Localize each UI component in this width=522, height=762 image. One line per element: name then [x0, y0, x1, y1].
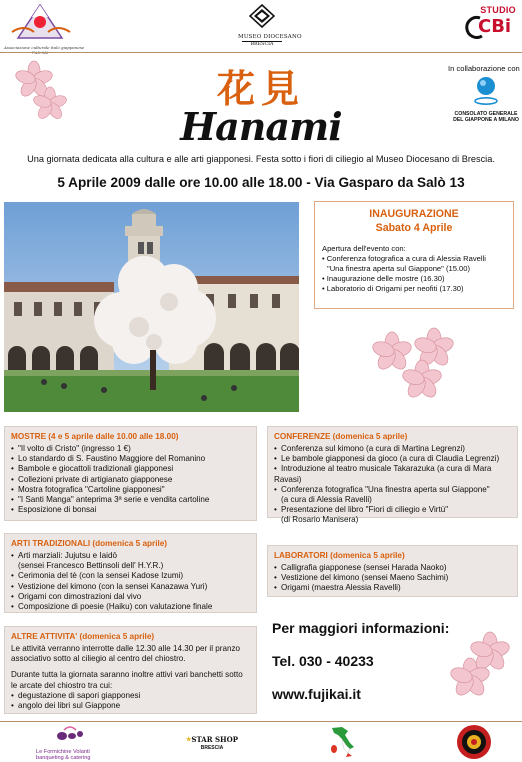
- diamond-emblem-icon: [249, 4, 275, 28]
- list-item: • Conferenza sul kimono (a cura di Martina Legrenzi): [274, 444, 465, 453]
- list-item: • degustazione di sapori giapponesi: [11, 690, 141, 700]
- header-divider: [0, 52, 522, 53]
- arti-panel: [4, 533, 257, 613]
- cherry-blossom-icon: [372, 326, 462, 402]
- list-item: • Introduzione al teatro musicale Takarazuka (a cura di Mara Ravasi): [274, 464, 492, 484]
- list-item: (di Rosario Manisera): [281, 515, 359, 525]
- list-item: • Collezioni private di artigianato giapponese: [11, 474, 173, 484]
- inaugurazione-panel: [314, 201, 514, 309]
- list-item: • Origami con dimostrazioni dal vivo: [11, 591, 142, 601]
- studio-cbi-logo: [458, 5, 520, 39]
- list-item: • Lo standardo di S. Faustino Maggiore del Romanino: [11, 454, 206, 464]
- sponsor-seal-icon: [456, 724, 492, 760]
- list-item: • Esposizione di bonsai: [11, 505, 97, 515]
- list-item: • Laboratorio di Origami per neofiti (17.30): [322, 284, 464, 293]
- inaugurazione-title: INAUGURAZIONE: [369, 208, 459, 220]
- fujikai-logo: [4, 2, 85, 52]
- inaugurazione-intro: Apertura dell'evento con:: [322, 244, 406, 253]
- mostre-title: MOSTRE (4 e 5 aprile dalle 10.00 alle 18.00): [11, 432, 179, 441]
- mostre-panel: [4, 426, 257, 521]
- website-link[interactable]: www.fujikai.it: [272, 686, 361, 702]
- list-item: • Calligrafia giapponese (sensei Harada Naoko): [274, 563, 447, 572]
- mount-fuji-logo-icon: [4, 2, 76, 40]
- conferenze-panel: [267, 426, 518, 525]
- info-heading: Per maggiori informazioni:: [272, 620, 450, 636]
- list-item: • Origami (maestra Alessia Ravelli): [274, 583, 401, 593]
- list-item: (a cura di Alessia Ravelli): [281, 495, 372, 505]
- footer-divider: [0, 721, 522, 722]
- conferenze-title: CONFERENZE (domenica 5 aprile): [274, 432, 408, 441]
- altre-paragraph-1: Le attività verranno interrotte dalle 12.30 alle 14.30 per il pranzo associativo sotto al ciliegio al centro del chiostro.: [11, 644, 241, 664]
- list-item: • Presentazione del libro "Fiori di ciliegio e Virtù": [274, 505, 449, 515]
- list-item: • Conferenza fotografica a cura di Alessia Ravelli: [322, 254, 486, 263]
- inaugurazione-date: Sabato 4 Aprile: [375, 222, 453, 234]
- sponsor1-line1: Le Formichine Volanti: [36, 749, 90, 755]
- ant-icon: [52, 724, 92, 744]
- museum-name: MUSEO DIOCESANO: [238, 34, 302, 40]
- sponsor1-line2: banqueting & catering: [36, 755, 91, 761]
- altre-title: ALTRE ATTIVITA' (domenica 5 aprile): [11, 632, 155, 641]
- studio-label: STUDIO: [480, 5, 516, 15]
- laboratori-panel: [267, 545, 518, 597]
- museo-diocesano-logo: [238, 4, 302, 47]
- laboratori-title: LABORATORI (domenica 5 aprile): [274, 551, 405, 560]
- consulate-line2: DEL GIAPPONE A MILANO: [453, 117, 519, 123]
- list-item: • Bambole e giocattoli tradizionali giapponesi: [11, 464, 174, 474]
- altre-panel: [4, 626, 257, 714]
- list-item: • Vestizione del kimono (sensei Maeno Sachimi): [274, 573, 449, 583]
- sponsor2-line1: STAR SHOP: [191, 734, 238, 744]
- italy-map-icon: [328, 725, 356, 759]
- cherry-blossom-icon: [448, 630, 518, 700]
- info-phone: Tel. 030 - 40233: [272, 653, 374, 669]
- list-item: • Le bambole giapponesi da gioco (a cura di Claudia Legrenzi): [274, 454, 500, 464]
- list-item: • Arti marziali: Jujutsu e Iaidō: [11, 551, 117, 560]
- arti-title: ARTI TRADIZIONALI (domenica 5 aprile): [11, 539, 168, 548]
- list-item: • Conferenza fotografica "Una finestra aperta sul Giappone": [274, 484, 490, 494]
- fujikai-caption: Associazione culturale italo giapponese: [4, 45, 85, 50]
- list-item: • Composizione di poesie (Haiku) con valutazione finale: [11, 602, 213, 612]
- studio-brand: CBi: [478, 16, 512, 37]
- starshop-logo: [186, 734, 238, 751]
- cloister-photo: [4, 202, 299, 412]
- event-dateline: 5 Aprile 2009 dalle ore 10.00 alle 18.00 - Via Gasparo da Salò 13: [57, 175, 465, 190]
- list-item: • "I Santi Manga" anteprima 3ª serie e vendita cartoline: [11, 495, 210, 505]
- list-item: • Inaugurazione delle mostre (16.30): [322, 274, 445, 283]
- list-item: (sensei Francesco Bettinsoli dell' H.Y.R.): [18, 561, 164, 571]
- list-item: • "Il volto di Cristo" (ingresso 1 €): [11, 444, 131, 453]
- formichine-logo: [36, 724, 116, 761]
- list-item: • angolo dei libri sul Giappone: [11, 701, 121, 711]
- museum-city: BRESCIA: [242, 41, 282, 47]
- list-item: • Vestizione del kimono (con la sensei Kanazawa Yuri): [11, 581, 208, 591]
- altre-paragraph-2: Durante tutta la giornata saranno inoltre attivi vari banchetti sotto le arcate del chiostro tra cui:: [11, 670, 243, 690]
- list-item: • Cerimonia del tè (con la sensei Kadose Izumi): [11, 571, 184, 581]
- kanji-title: 花見: [216, 66, 305, 111]
- sponsor2-line2: BRESCIA: [200, 745, 224, 751]
- subtitle: Una giornata dedicata alla cultura e alle arti giapponesi. Festa sotto i fiori di ciliegio al Museo Diocesano di Brescia.: [27, 154, 495, 164]
- consulate-line1: CONSOLATO GENERALE: [454, 111, 518, 117]
- list-item: "Una finestra aperta sul Giappone" (15.00): [327, 264, 471, 273]
- collab-label: In collaborazione con: [448, 64, 520, 73]
- list-item: • Mostra fotografica "Cartoline giapponesi": [11, 484, 165, 494]
- page-title: Hanami: [180, 104, 342, 149]
